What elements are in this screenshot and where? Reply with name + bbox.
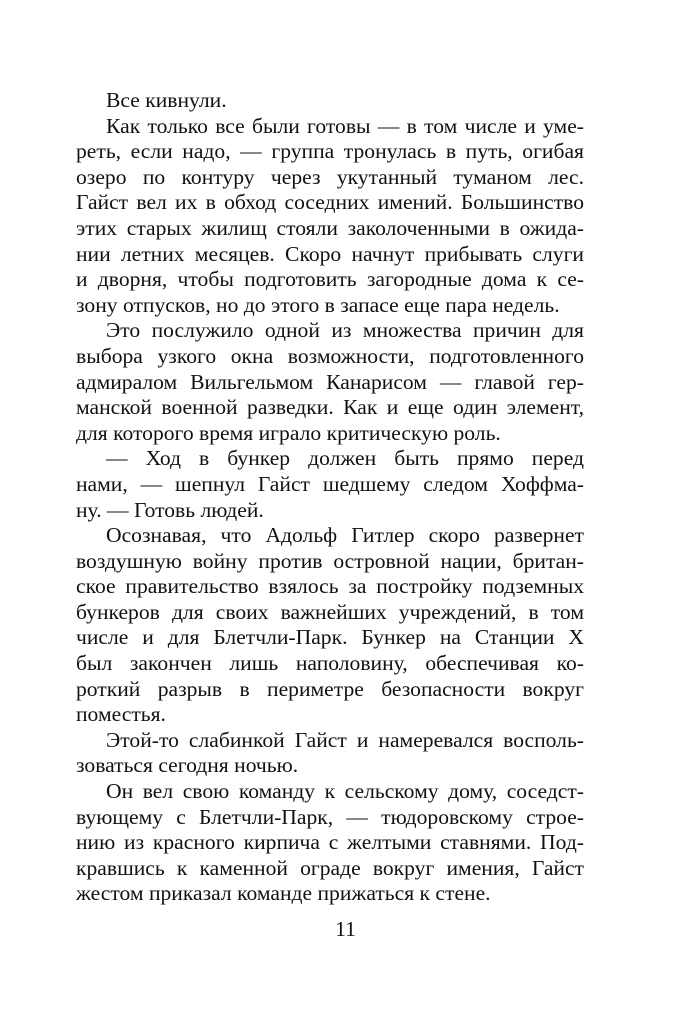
text-line: нию из красного кирпича с желтыми ставнями. Под- [76,830,584,855]
text-line: зону отпусков, но до этого в запасе еще пара недель. [76,292,560,317]
text-line: поместья. [76,702,166,727]
text-line: кравшись к каменной ограде вокруг имения, Гайст [76,855,584,880]
body-text [76,88,584,907]
text-line: выбора узкого окна возможности, подготовленного [76,343,584,368]
text-line: ское правительство взялось за постройку подземных [76,574,584,599]
text-line: манской военной разведки. Как и еще один элемент, [76,395,584,420]
text-line: этих старых жилищ стояли заколоченными в ожида- [76,215,584,240]
text-line: бункеров для своих важнейших учреждений, в том [76,599,584,624]
text-line: жестом приказал команде прижаться к стене. [76,881,491,906]
text-line: Как только все были готовы — в том числе и уме- [106,113,584,138]
text-line: роткий разрыв в периметре безопасности вокруг [76,676,584,701]
text-line: и дворня, чтобы подготовить загородные дома к се- [76,267,584,292]
text-line: реть, если надо, — группа тронулась в путь, огибая [76,139,584,164]
text-line: для которого время играло критическую роль. [76,420,501,445]
text-line: Осознавая, что Адольф Гитлер скоро развернет [106,523,584,548]
page-number: 11 [335,917,356,941]
text-line: Это послужило одной из множества причин для [106,318,584,343]
text-line: Все кивнули. [106,88,227,112]
text-line: воздушную войну против островной нации, британ- [76,548,584,573]
text-line: Он вел свою команду к сельскому дому, соседст- [106,779,584,804]
text-line: нии летних месяцев. Скоро начнут прибывать слуги [76,241,584,266]
text-line: нами, — шепнул Гайст шедшему следом Хоффма- [76,471,584,496]
text-line: — Ход в бункер должен быть прямо перед [106,446,584,471]
text-line: озеро по контуру через укутанный туманом лес. [76,164,584,189]
text-line: числе и для Блетчли-Парк. Бункер на Станции X [76,625,584,650]
text-line: был закончен лишь наполовину, обеспечивая ко- [76,651,584,676]
text-line: адмиралом Вильгельмом Канарисом — главой гер- [76,369,584,394]
text-line: Гайст вел их в обход соседних имений. Большинство [76,190,584,215]
text-line: зоваться сегодня ночью. [76,753,299,778]
text-line: Этой-то слабинкой Гайст и намеревался восполь- [106,727,584,752]
text-line: ну. — Готовь людей. [76,497,264,522]
text-line: вующему с Блетчли-Парк, — тюдоровскому строе- [76,804,584,829]
